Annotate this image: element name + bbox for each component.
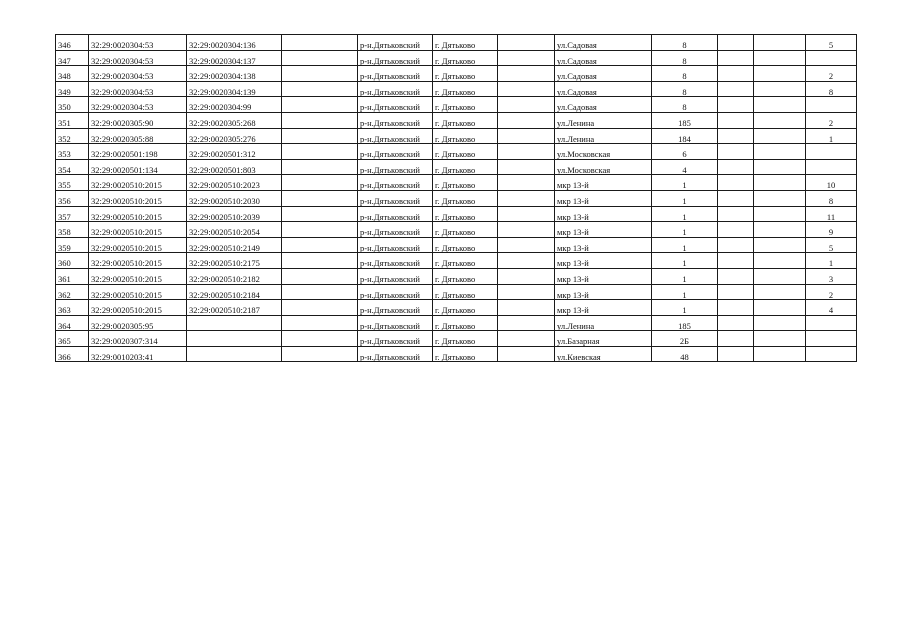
row-number-cell: 353 — [56, 144, 89, 160]
cadastral-number-cell: 32:29:0020307:314 — [89, 331, 187, 347]
row-number-cell: 358 — [56, 222, 89, 238]
street-cell: мкр 13-й — [555, 268, 652, 284]
row-number-cell: 360 — [56, 253, 89, 269]
street-cell: мкр 13-й — [555, 190, 652, 206]
empty-cell — [754, 315, 806, 331]
empty-cell — [754, 159, 806, 175]
empty-cell — [282, 315, 358, 331]
empty-cell — [282, 300, 358, 316]
address-registry-table — [55, 34, 857, 362]
table-row — [56, 300, 857, 316]
empty-cell — [754, 50, 806, 66]
empty-cell — [498, 175, 555, 191]
table-body — [56, 35, 857, 362]
city-cell: г. Дятьково — [433, 175, 498, 191]
city-cell: г. Дятьково — [433, 300, 498, 316]
house-number-cell: 6 — [652, 144, 718, 160]
district-cell: р-н.Дятьковский — [358, 97, 433, 113]
empty-cell — [754, 346, 806, 362]
empty-cell — [754, 175, 806, 191]
district-cell: р-н.Дятьковский — [358, 331, 433, 347]
empty-cell — [718, 253, 754, 269]
empty-cell — [718, 268, 754, 284]
city-cell: г. Дятьково — [433, 128, 498, 144]
empty-cell — [718, 284, 754, 300]
house-number-cell: 1 — [652, 284, 718, 300]
empty-cell — [282, 50, 358, 66]
table-row — [56, 268, 857, 284]
house-number-cell: 4 — [652, 159, 718, 175]
empty-cell — [718, 128, 754, 144]
empty-cell — [718, 237, 754, 253]
district-cell: р-н.Дятьковский — [358, 128, 433, 144]
house-number-cell: 8 — [652, 97, 718, 113]
house-number-cell: 8 — [652, 35, 718, 51]
table-row — [56, 35, 857, 51]
apartment-number-cell: 5 — [806, 35, 857, 51]
row-number-cell: 362 — [56, 284, 89, 300]
cadastral-number-cell: 32:29:0020510:2015 — [89, 268, 187, 284]
row-number-cell: 354 — [56, 159, 89, 175]
street-cell: мкр 13-й — [555, 175, 652, 191]
empty-cell — [282, 97, 358, 113]
empty-cell — [498, 144, 555, 160]
empty-cell — [718, 159, 754, 175]
row-number-cell: 361 — [56, 268, 89, 284]
empty-cell — [498, 159, 555, 175]
street-cell: ул.Садовая — [555, 81, 652, 97]
empty-cell — [498, 81, 555, 97]
street-cell: ул.Садовая — [555, 35, 652, 51]
cadastral-number-cell: 32:29:0020510:2015 — [89, 284, 187, 300]
street-cell: ул.Садовая — [555, 50, 652, 66]
cadastral-number-cell: 32:29:0020304:53 — [89, 81, 187, 97]
empty-cell — [754, 331, 806, 347]
empty-cell — [498, 253, 555, 269]
city-cell: г. Дятьково — [433, 268, 498, 284]
district-cell: р-н.Дятьковский — [358, 268, 433, 284]
district-cell: р-н.Дятьковский — [358, 206, 433, 222]
apartment-number-cell: 1 — [806, 253, 857, 269]
city-cell: г. Дятьково — [433, 144, 498, 160]
district-cell: р-н.Дятьковский — [358, 190, 433, 206]
room-cadastral-number-cell: 32:29:0020304:136 — [187, 35, 282, 51]
room-cadastral-number-cell: 32:29:0020501:312 — [187, 144, 282, 160]
district-cell: р-н.Дятьковский — [358, 253, 433, 269]
cadastral-number-cell: 32:29:0020304:53 — [89, 35, 187, 51]
cadastral-number-cell: 32:29:0020304:53 — [89, 50, 187, 66]
row-number-cell: 359 — [56, 237, 89, 253]
apartment-number-cell: 9 — [806, 222, 857, 238]
table-row — [56, 112, 857, 128]
street-cell: ул.Московская — [555, 144, 652, 160]
house-number-cell: 1 — [652, 222, 718, 238]
empty-cell — [718, 315, 754, 331]
district-cell: р-н.Дятьковский — [358, 300, 433, 316]
district-cell: р-н.Дятьковский — [358, 222, 433, 238]
street-cell: ул.Садовая — [555, 97, 652, 113]
row-number-cell: 346 — [56, 35, 89, 51]
empty-cell — [754, 300, 806, 316]
room-cadastral-number-cell: 32:29:0020305:276 — [187, 128, 282, 144]
apartment-number-cell: 8 — [806, 190, 857, 206]
row-number-cell: 365 — [56, 331, 89, 347]
table-row — [56, 66, 857, 82]
district-cell: р-н.Дятьковский — [358, 144, 433, 160]
apartment-number-cell: 3 — [806, 268, 857, 284]
row-number-cell: 349 — [56, 81, 89, 97]
cadastral-number-cell: 32:29:0020510:2015 — [89, 253, 187, 269]
street-cell: мкр 13-й — [555, 284, 652, 300]
city-cell: г. Дятьково — [433, 35, 498, 51]
apartment-number-cell: 8 — [806, 81, 857, 97]
row-number-cell: 351 — [56, 112, 89, 128]
city-cell: г. Дятьково — [433, 206, 498, 222]
table-row — [56, 128, 857, 144]
empty-cell — [498, 268, 555, 284]
house-number-cell: 1 — [652, 206, 718, 222]
empty-cell — [282, 159, 358, 175]
empty-cell — [498, 206, 555, 222]
street-cell: мкр 13-й — [555, 222, 652, 238]
city-cell: г. Дятьково — [433, 315, 498, 331]
empty-cell — [718, 331, 754, 347]
empty-cell — [498, 35, 555, 51]
street-cell: ул.Киевская — [555, 346, 652, 362]
house-number-cell: 8 — [652, 81, 718, 97]
empty-cell — [718, 175, 754, 191]
district-cell: р-н.Дятьковский — [358, 346, 433, 362]
street-cell: ул.Ленина — [555, 112, 652, 128]
document-sheet — [55, 34, 857, 362]
cadastral-number-cell: 32:29:0020304:53 — [89, 66, 187, 82]
house-number-cell: 1 — [652, 190, 718, 206]
empty-cell — [498, 315, 555, 331]
house-number-cell: 184 — [652, 128, 718, 144]
empty-cell — [718, 66, 754, 82]
room-cadastral-number-cell: 32:29:0020510:2184 — [187, 284, 282, 300]
empty-cell — [718, 81, 754, 97]
empty-cell — [498, 112, 555, 128]
room-cadastral-number-cell: 32:29:0020510:2030 — [187, 190, 282, 206]
empty-cell — [498, 66, 555, 82]
empty-cell — [718, 112, 754, 128]
district-cell: р-н.Дятьковский — [358, 315, 433, 331]
empty-cell — [754, 190, 806, 206]
empty-cell — [282, 268, 358, 284]
city-cell: г. Дятьково — [433, 97, 498, 113]
street-cell: мкр 13-й — [555, 206, 652, 222]
house-number-cell: 8 — [652, 50, 718, 66]
empty-cell — [718, 50, 754, 66]
row-number-cell: 355 — [56, 175, 89, 191]
room-cadastral-number-cell: 32:29:0020305:268 — [187, 112, 282, 128]
empty-cell — [282, 253, 358, 269]
empty-cell — [498, 300, 555, 316]
empty-cell — [498, 190, 555, 206]
table-row — [56, 222, 857, 238]
row-number-cell: 356 — [56, 190, 89, 206]
table-row — [56, 175, 857, 191]
empty-cell — [718, 97, 754, 113]
apartment-number-cell: 2 — [806, 112, 857, 128]
district-cell: р-н.Дятьковский — [358, 50, 433, 66]
apartment-number-cell — [806, 159, 857, 175]
district-cell: р-н.Дятьковский — [358, 112, 433, 128]
cadastral-number-cell: 32:29:0010203:41 — [89, 346, 187, 362]
city-cell: г. Дятьково — [433, 190, 498, 206]
apartment-number-cell: 11 — [806, 206, 857, 222]
apartment-number-cell — [806, 331, 857, 347]
row-number-cell: 350 — [56, 97, 89, 113]
house-number-cell: 2Б — [652, 331, 718, 347]
district-cell: р-н.Дятьковский — [358, 159, 433, 175]
empty-cell — [754, 268, 806, 284]
room-cadastral-number-cell: 32:29:0020501:803 — [187, 159, 282, 175]
empty-cell — [282, 144, 358, 160]
house-number-cell: 1 — [652, 237, 718, 253]
room-cadastral-number-cell: 32:29:0020304:139 — [187, 81, 282, 97]
room-cadastral-number-cell: 32:29:0020304:137 — [187, 50, 282, 66]
table-row — [56, 206, 857, 222]
empty-cell — [282, 81, 358, 97]
table-row — [56, 159, 857, 175]
house-number-cell: 1 — [652, 300, 718, 316]
table-row — [56, 50, 857, 66]
empty-cell — [754, 206, 806, 222]
room-cadastral-number-cell: 32:29:0020510:2054 — [187, 222, 282, 238]
row-number-cell: 348 — [56, 66, 89, 82]
empty-cell — [718, 190, 754, 206]
room-cadastral-number-cell — [187, 346, 282, 362]
apartment-number-cell: 2 — [806, 284, 857, 300]
city-cell: г. Дятьково — [433, 253, 498, 269]
empty-cell — [282, 35, 358, 51]
cadastral-number-cell: 32:29:0020305:95 — [89, 315, 187, 331]
empty-cell — [754, 112, 806, 128]
empty-cell — [498, 346, 555, 362]
room-cadastral-number-cell: 32:29:0020510:2149 — [187, 237, 282, 253]
empty-cell — [754, 81, 806, 97]
street-cell: мкр 13-й — [555, 300, 652, 316]
apartment-number-cell — [806, 144, 857, 160]
cadastral-number-cell: 32:29:0020304:53 — [89, 97, 187, 113]
city-cell: г. Дятьково — [433, 346, 498, 362]
city-cell: г. Дятьково — [433, 66, 498, 82]
empty-cell — [498, 128, 555, 144]
empty-cell — [718, 346, 754, 362]
table-row — [56, 190, 857, 206]
table-row — [56, 144, 857, 160]
apartment-number-cell — [806, 97, 857, 113]
room-cadastral-number-cell: 32:29:0020304:99 — [187, 97, 282, 113]
empty-cell — [754, 222, 806, 238]
empty-cell — [754, 97, 806, 113]
cadastral-number-cell: 32:29:0020510:2015 — [89, 206, 187, 222]
cadastral-number-cell: 32:29:0020510:2015 — [89, 190, 187, 206]
table-row — [56, 81, 857, 97]
city-cell: г. Дятьково — [433, 222, 498, 238]
street-cell: ул.Базарная — [555, 331, 652, 347]
empty-cell — [718, 144, 754, 160]
street-cell: мкр 13-й — [555, 237, 652, 253]
room-cadastral-number-cell: 32:29:0020510:2175 — [187, 253, 282, 269]
empty-cell — [754, 144, 806, 160]
street-cell: ул.Ленина — [555, 315, 652, 331]
district-cell: р-н.Дятьковский — [358, 284, 433, 300]
empty-cell — [498, 50, 555, 66]
room-cadastral-number-cell: 32:29:0020510:2023 — [187, 175, 282, 191]
empty-cell — [498, 237, 555, 253]
city-cell: г. Дятьково — [433, 237, 498, 253]
empty-cell — [718, 35, 754, 51]
empty-cell — [754, 284, 806, 300]
cadastral-number-cell: 32:29:0020305:90 — [89, 112, 187, 128]
apartment-number-cell — [806, 315, 857, 331]
table-row — [56, 97, 857, 113]
empty-cell — [754, 128, 806, 144]
empty-cell — [498, 284, 555, 300]
cadastral-number-cell: 32:29:0020501:134 — [89, 159, 187, 175]
empty-cell — [282, 346, 358, 362]
cadastral-number-cell: 32:29:0020510:2015 — [89, 300, 187, 316]
room-cadastral-number-cell: 32:29:0020510:2039 — [187, 206, 282, 222]
room-cadastral-number-cell: 32:29:0020510:2182 — [187, 268, 282, 284]
empty-cell — [498, 222, 555, 238]
empty-cell — [282, 222, 358, 238]
empty-cell — [282, 128, 358, 144]
house-number-cell: 48 — [652, 346, 718, 362]
city-cell: г. Дятьково — [433, 331, 498, 347]
district-cell: р-н.Дятьковский — [358, 35, 433, 51]
empty-cell — [754, 35, 806, 51]
empty-cell — [718, 206, 754, 222]
city-cell: г. Дятьково — [433, 81, 498, 97]
city-cell: г. Дятьково — [433, 50, 498, 66]
street-cell: мкр 13-й — [555, 253, 652, 269]
city-cell: г. Дятьково — [433, 159, 498, 175]
district-cell: р-н.Дятьковский — [358, 81, 433, 97]
empty-cell — [282, 190, 358, 206]
district-cell: р-н.Дятьковский — [358, 237, 433, 253]
table-row — [56, 346, 857, 362]
table-row — [56, 315, 857, 331]
row-number-cell: 352 — [56, 128, 89, 144]
house-number-cell: 185 — [652, 315, 718, 331]
cadastral-number-cell: 32:29:0020305:88 — [89, 128, 187, 144]
city-cell: г. Дятьково — [433, 112, 498, 128]
house-number-cell: 185 — [652, 112, 718, 128]
apartment-number-cell: 10 — [806, 175, 857, 191]
table-row — [56, 331, 857, 347]
city-cell: г. Дятьково — [433, 284, 498, 300]
apartment-number-cell: 1 — [806, 128, 857, 144]
house-number-cell: 8 — [652, 66, 718, 82]
apartment-number-cell: 2 — [806, 66, 857, 82]
empty-cell — [754, 237, 806, 253]
empty-cell — [718, 300, 754, 316]
empty-cell — [282, 112, 358, 128]
empty-cell — [498, 331, 555, 347]
row-number-cell: 357 — [56, 206, 89, 222]
empty-cell — [282, 331, 358, 347]
street-cell: ул.Московская — [555, 159, 652, 175]
room-cadastral-number-cell — [187, 315, 282, 331]
cadastral-number-cell: 32:29:0020510:2015 — [89, 222, 187, 238]
cadastral-number-cell: 32:29:0020510:2015 — [89, 237, 187, 253]
table-row — [56, 284, 857, 300]
cadastral-number-cell: 32:29:0020510:2015 — [89, 175, 187, 191]
table-row — [56, 237, 857, 253]
district-cell: р-н.Дятьковский — [358, 66, 433, 82]
street-cell: ул.Садовая — [555, 66, 652, 82]
empty-cell — [282, 284, 358, 300]
empty-cell — [282, 66, 358, 82]
apartment-number-cell: 5 — [806, 237, 857, 253]
district-cell: р-н.Дятьковский — [358, 175, 433, 191]
table-row — [56, 253, 857, 269]
room-cadastral-number-cell: 32:29:0020304:138 — [187, 66, 282, 82]
empty-cell — [282, 175, 358, 191]
apartment-number-cell: 4 — [806, 300, 857, 316]
row-number-cell: 363 — [56, 300, 89, 316]
cadastral-number-cell: 32:29:0020501:198 — [89, 144, 187, 160]
empty-cell — [754, 66, 806, 82]
house-number-cell: 1 — [652, 253, 718, 269]
empty-cell — [498, 97, 555, 113]
empty-cell — [282, 237, 358, 253]
row-number-cell: 364 — [56, 315, 89, 331]
empty-cell — [282, 206, 358, 222]
empty-cell — [754, 253, 806, 269]
apartment-number-cell — [806, 50, 857, 66]
row-number-cell: 366 — [56, 346, 89, 362]
row-number-cell: 347 — [56, 50, 89, 66]
room-cadastral-number-cell: 32:29:0020510:2187 — [187, 300, 282, 316]
empty-cell — [718, 222, 754, 238]
house-number-cell: 1 — [652, 268, 718, 284]
street-cell: ул.Ленина — [555, 128, 652, 144]
house-number-cell: 1 — [652, 175, 718, 191]
apartment-number-cell — [806, 346, 857, 362]
room-cadastral-number-cell — [187, 331, 282, 347]
